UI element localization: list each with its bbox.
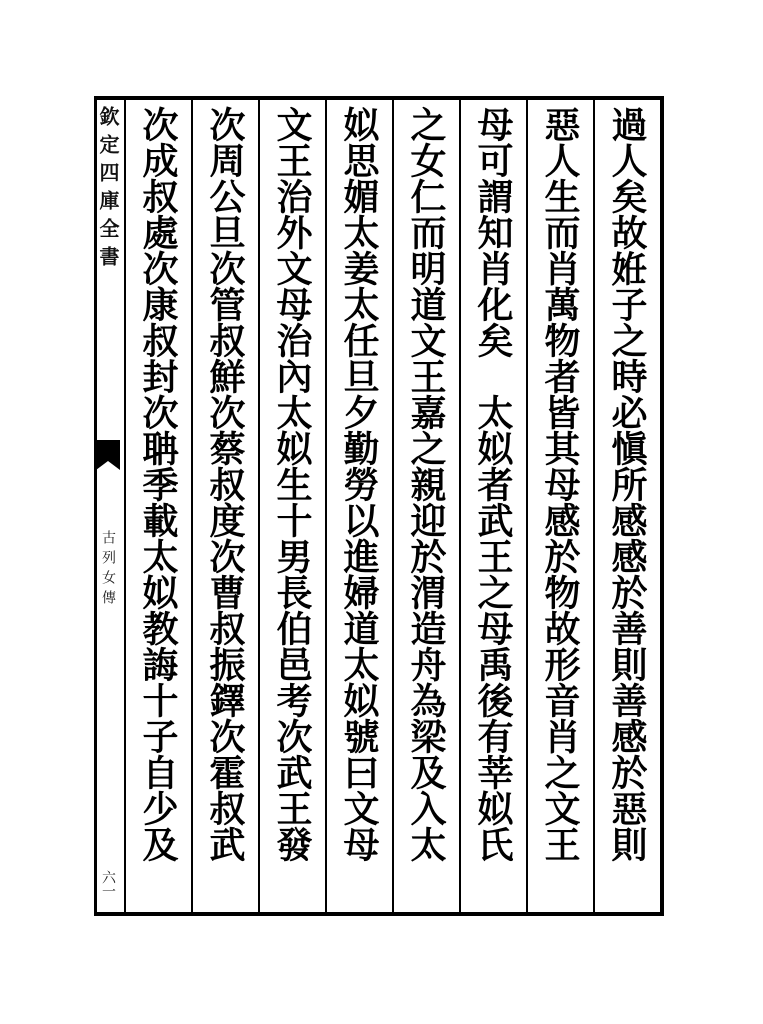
frame-border-right [660, 96, 664, 916]
text-line: 文王治外文母治內太姒生十男長伯邑考次武王發 [271, 106, 313, 862]
text-line: 惡人生而肖萬物者皆其母感於物故形音肖之文王 [539, 106, 581, 862]
margin-page-number: 六一 [100, 870, 116, 898]
column-separator [526, 100, 528, 912]
column-separator [191, 100, 193, 912]
frame-border-top [94, 96, 664, 100]
text-column-4 [404, 106, 448, 906]
column-separator [459, 100, 461, 912]
column-separator [124, 100, 126, 912]
text-column-1 [605, 106, 649, 906]
text-line: 母可謂知肖化矣 太姒者武王之母禹後有莘姒氏 [472, 106, 514, 862]
text-line: 過人矣故姙子之時必愼所感感於善則善感於惡則 [606, 106, 648, 862]
margin-book-name: 古列女傳 [100, 530, 116, 610]
text-column-5 [337, 106, 381, 906]
fish-tail-mark [96, 440, 120, 470]
text-column-7 [203, 106, 247, 906]
column-separator [325, 100, 327, 912]
text-line: 姒思媚太姜太任旦夕勤勞以進婦道太姒號曰文母 [338, 106, 380, 862]
column-separator [258, 100, 260, 912]
text-column-2 [538, 106, 582, 906]
text-column-3 [471, 106, 515, 906]
text-line: 之女仁而明道文王嘉之親迎於渭造舟為梁及入太 [405, 106, 447, 862]
text-line: 次周公旦次管叔鮮次蔡叔度次曹叔振鐸次霍叔武 [204, 106, 246, 862]
column-separator [392, 100, 394, 912]
frame-border-bottom [94, 912, 664, 916]
page-margin-column [96, 100, 120, 912]
text-line: 次成叔處次康叔封次聃季載太姒教誨十子自少及 [137, 106, 179, 862]
column-separator [593, 100, 595, 912]
margin-title: 欽定四庫全書 [96, 106, 120, 274]
text-column-6 [270, 106, 314, 906]
text-column-8 [136, 106, 180, 906]
